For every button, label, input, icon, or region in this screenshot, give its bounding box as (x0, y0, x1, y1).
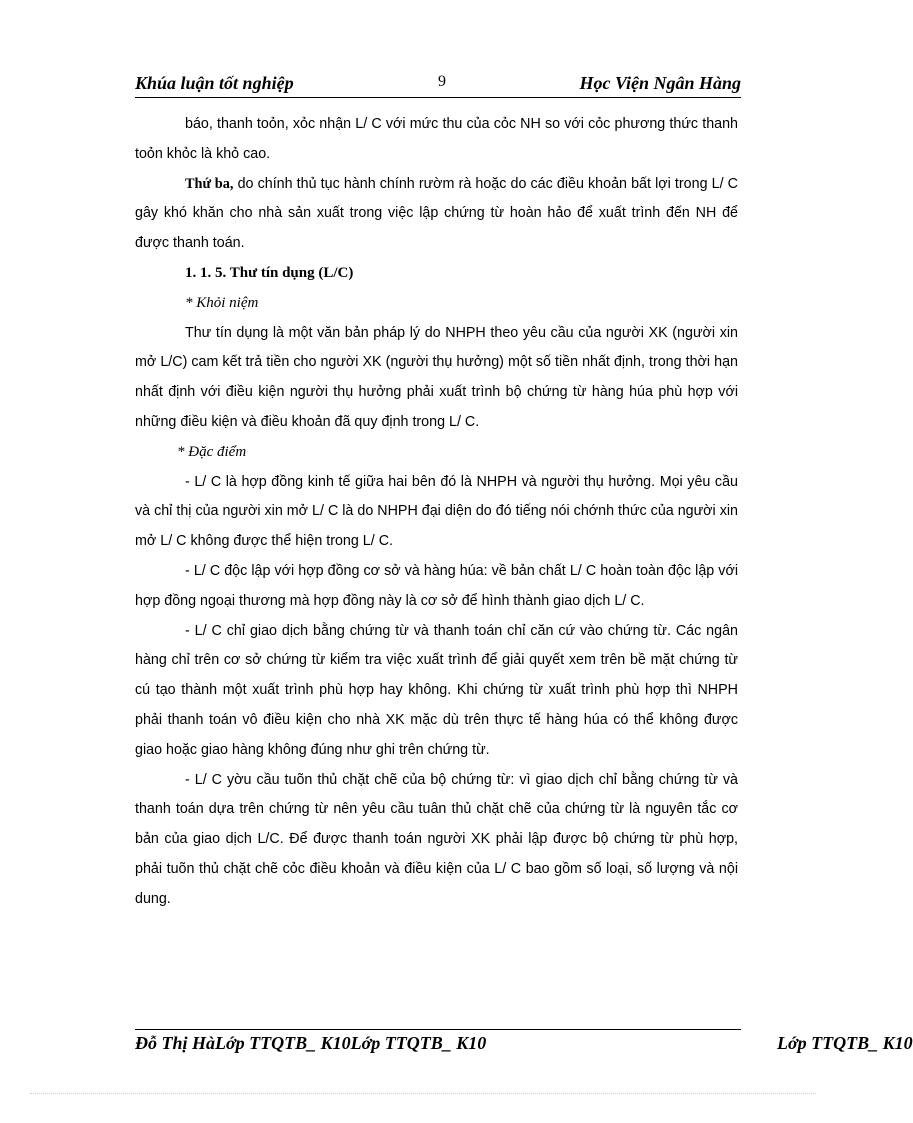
paragraph-6: - L/ C chỉ giao dịch bằng chứng từ và thanh toán chỉ căn cứ vào chứng từ. Các ngân hàng chỉ trên cơ sở chứng từ kiểm tra việc xuất trình để giải quyết xem trên bề mặt chứng từ cú tạo thành một xuất trình phù hợp hay không. Khi chứng từ xuất trình phù hợp thì NHPH phải thanh toán vô điều kiện cho nhà XK mặc dù trên thực tế hàng húa có thể không được giao hoặc giao hàng không đúng như ghi trên chứng từ. (135, 622, 738, 758)
footer-rule (135, 1029, 741, 1030)
header-institution: Học Viện Ngân Hàng (579, 73, 741, 93)
header-thesis-title: Khúa luận tốt nghiệp (135, 73, 294, 93)
paragraph-2-text: do chính thủ tục hành chính rườm rà hoặc do các điều khoản bất lợi trong L/ C gây khó khăn cho nhà sản xuất trong việc lập chứng từ hoàn hảo để xuất trình đến NH để được thanh toán. (135, 175, 738, 252)
page-number: 9 (438, 73, 446, 90)
section-heading: 1. 1. 5. Thư tín dụng (L/C) (185, 264, 354, 281)
paragraph-1: báo, thanh toỏn, xỏc nhận L/ C với mức thu của cỏc NH so với cỏc phương thức thanh toỏn khỏc là khỏ cao. (135, 116, 738, 162)
footer-class: Lớp TTQTB_ K10 (777, 1033, 913, 1053)
document-body (135, 110, 738, 915)
paragraph-2-lead: Thứ ba, (185, 175, 234, 192)
paragraph-3: Thư tín dụng là một văn bản pháp lý do NHPH theo yêu cầu của người XK (người xin mở L/C) cam kết trả tiền cho người XK (người thụ hưởng) một số tiền nhất định, trong thời hạn nhất định với điều kiện người thụ hưởng phải xuất trình bộ chứng từ hàng húa phù hợp với những điều kiện và điều khoản đã quy định trong L/ C. (135, 324, 738, 430)
page-header (135, 73, 741, 98)
subheading-definition: * Khỏi niệm (185, 294, 259, 311)
paragraph-2 (135, 170, 738, 259)
paragraph-4: - L/ C là hợp đồng kinh tế giữa hai bên đó là NHPH và người thụ hưởng. Mọi yêu cầu và chỉ thị của người xin mở L/ C là do NHPH đại diện do đó tiếng nói chớnh thức của người xin mở L/ C không được thể hiện trong L/ C. (135, 473, 738, 550)
paragraph-7: - L/ C yờu cầu tuõn thủ chặt chẽ của bộ chứng từ: vì giao dịch chỉ bằng chứng từ và thanh toán dựa trên chứng từ nên yêu cầu tuân thủ chặt chẽ của chứng từ là nguyên tắc cơ bản của giao dịch L/C. Để được thanh toán người XK phải lập được bộ chứng từ phù hợp, phải tuõn thủ chặt chẽ cỏc điều khoản và điều kiện của L/ C bao gồm số loại, số lượng và nội dung. (135, 771, 738, 907)
subheading-features: * Đặc điểm (177, 443, 247, 460)
paragraph-5: - L/ C độc lập với hợp đồng cơ sở và hàng húa: về bản chất L/ C hoàn toàn độc lập với hợp đồng ngoại thương mà hợp đồng này là cơ sở để hình thành giao dịch L/ C. (135, 562, 738, 609)
page-edge-divider (30, 1093, 816, 1094)
footer-author: Đỗ Thị HàLớp TTQTB_ K10Lớp TTQTB_ K10 (135, 1033, 487, 1053)
